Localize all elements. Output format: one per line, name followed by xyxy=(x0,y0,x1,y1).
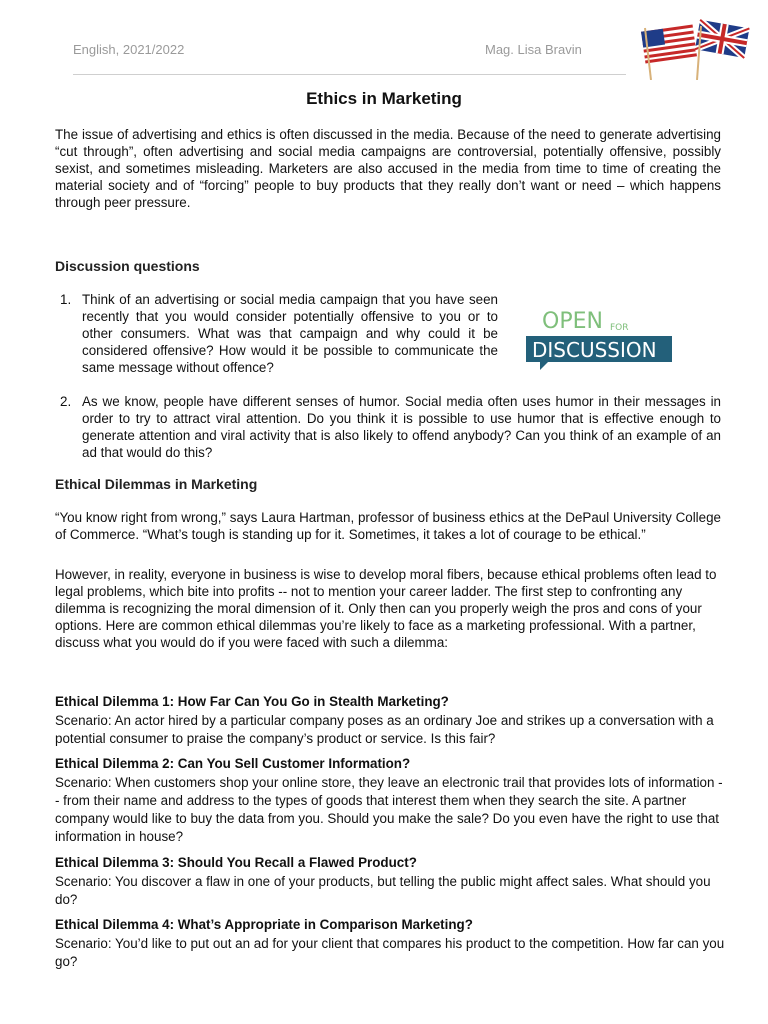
list-item xyxy=(55,393,721,461)
dilemma-4-title: Ethical Dilemma 4: What’s Appropriate in Comparison Marketing? xyxy=(55,917,473,932)
discussion-heading: Discussion questions xyxy=(55,258,200,274)
hartman-quote: “You know right from wrong,” says Laura Hartman, professor of business ethics at the DePaul University College of Commerce. “What’s tough is standing up for it. Sometimes, it takes a lot of courage to be ethical.” xyxy=(55,510,721,542)
list-number: 2. xyxy=(60,394,72,409)
list-item xyxy=(55,291,498,376)
dilemma-1-text: Scenario: An actor hired by a particular company poses as an ordinary Joe and strikes up a conversation with a potential consumer to praise the company’s product or service. Is this fair? xyxy=(55,713,714,746)
dilemma-1-title: Ethical Dilemma 1: How Far Can You Go in Stealth Marketing? xyxy=(55,694,449,709)
badge-for-text: FOR xyxy=(610,323,629,333)
dilemmas-heading: Ethical Dilemmas in Marketing xyxy=(55,476,258,492)
dilemma-3-text: Scenario: You discover a flaw in one of your products, but telling the public might affect sales. What should you do? xyxy=(55,874,711,907)
discussion-list-2 xyxy=(55,393,721,461)
dilemma-4-text: Scenario: You’d like to put out an ad for your client that compares his product to the competition. How far can you go? xyxy=(55,936,725,969)
page-title: Ethics in Marketing xyxy=(306,89,462,108)
page-header xyxy=(73,42,626,75)
dilemmas-intro: However, in reality, everyone in business is wise to develop moral fibers, because ethical problems often lead to legal problems, which bite into profits -- not to mention your career ladder. The first step to confronting any dilemma is recognizing the moral dimension of it. Only then can you properly weigh the pros and cons of your options. Here are common ethical dilemmas you’re likely to face as a marketing professional. With a partner, discuss what you would do if you were faced with such a dilemma: xyxy=(55,567,717,650)
intro-paragraph: The issue of advertising and ethics is often discussed in the media. Because of the need to generate advertising “cut through”, often advertising and social media campaigns are controversial, potentially offensive, possibly sexist, and sometimes misleading. Marketers are also accused in the media from time to time of creating the material society and of “forcing” people to buy products that they really don’t want or need – which happens through peer pressure. xyxy=(55,127,721,210)
dilemma-2-text: Scenario: When customers shop your online store, they leave an electronic trail that provides lots of information -- from their name and address to the types of goods that interest them when they search the site. A partner company would like to buy the data from you. Should you make the sale? Do you even have the right to use that information in house? xyxy=(55,775,723,844)
teacher-name: Mag. Lisa Bravin xyxy=(485,42,582,57)
course-label: English, 2021/2022 xyxy=(73,42,185,57)
question-text: Think of an advertising or social media campaign that you have seen recently that you would consider potentially offensive to you or to other consumers. What was that campaign and why could it be considered offensive? How would it be possible to communicate the same message without offence? xyxy=(82,292,498,375)
question-text: As we know, people have different senses of humor. Social media often uses humor in their messages in order to try to attract viral attention. Do you think it is possible to use humor that is effective enough to generate attention and viral activity that is also likely to offend anybody? Can you think of an example of an ad that would do this? xyxy=(82,394,721,460)
dilemma-2-title: Ethical Dilemma 2: Can You Sell Customer Information? xyxy=(55,756,411,771)
discussion-list-1 xyxy=(55,291,498,376)
list-number: 1. xyxy=(60,292,72,307)
open-for-discussion-badge xyxy=(524,300,674,370)
badge-discussion-text: DISCUSSION xyxy=(532,338,657,362)
dilemma-3-title: Ethical Dilemma 3: Should You Recall a Flawed Product? xyxy=(55,855,417,870)
badge-open-text: OPEN xyxy=(542,309,603,334)
us-uk-flags-image xyxy=(637,18,752,80)
